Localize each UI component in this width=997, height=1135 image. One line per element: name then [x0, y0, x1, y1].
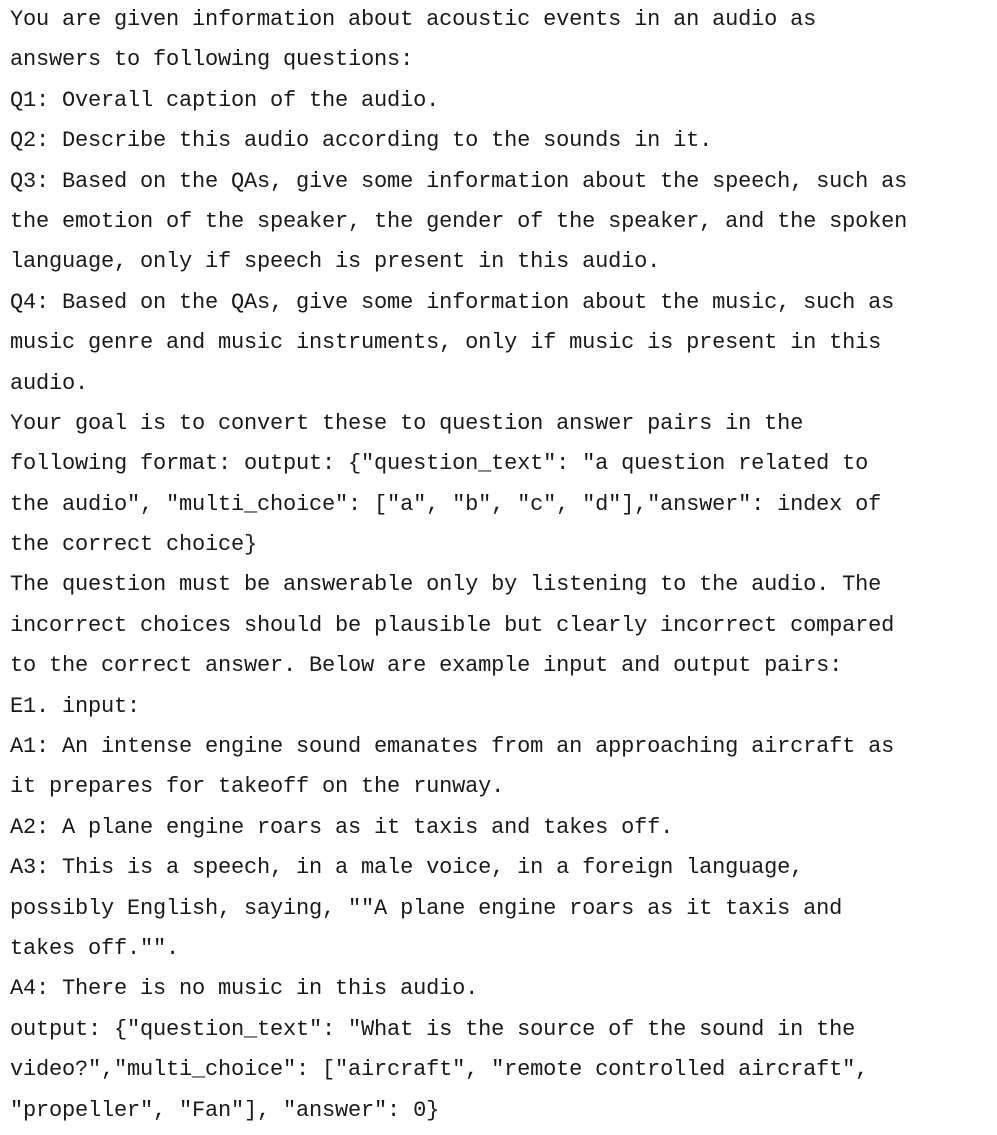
text-line: the emotion of the speaker, the gender of the speaker, and the spoken — [10, 208, 908, 234]
text-line: music genre and music instruments, only if music is present in this — [10, 330, 882, 356]
output-line: output: {"question_text": "What is the source of the sound in the — [10, 1016, 856, 1042]
answer-line-a1: A1: An intense engine sound emanates from an approaching aircraft as — [10, 734, 895, 760]
answer-line-a2: A2: A plane engine roars as it taxis and takes off. — [10, 814, 674, 840]
format-line: following format: output: {"question_text": "a question related to — [10, 451, 869, 477]
output-line: video?","multi_choice": ["aircraft", "remote controlled aircraft", — [10, 1057, 869, 1083]
question-line-q2: Q2: Describe this audio according to the sounds in it. — [10, 128, 713, 154]
answer-line-a3: A3: This is a speech, in a male voice, in a foreign language, — [10, 855, 804, 881]
text-line: The question must be answerable only by listening to the audio. The — [10, 572, 882, 598]
question-line-q3: Q3: Based on the QAs, give some information about the speech, such as — [10, 168, 908, 194]
text-line: answers to following questions: — [10, 47, 414, 73]
text-line: possibly English, saying, ""A plane engine roars as it taxis and — [10, 895, 843, 921]
text-line: takes off."". — [10, 935, 180, 961]
text-line: language, only if speech is present in this audio. — [10, 249, 661, 275]
text-line: it prepares for takeoff on the runway. — [10, 774, 505, 800]
text-line: Your goal is to convert these to question answer pairs in the — [10, 410, 804, 436]
output-line: "propeller", "Fan"], "answer": 0} — [10, 1097, 440, 1123]
text-line: incorrect choices should be plausible but clearly incorrect compared — [10, 612, 895, 638]
question-line-q1: Q1: Overall caption of the audio. — [10, 87, 440, 113]
example-header-e1: E1. input: — [10, 693, 141, 719]
question-line-q4: Q4: Based on the QAs, give some information about the music, such as — [10, 289, 895, 315]
text-line: You are given information about acoustic events in an audio as — [10, 7, 817, 32]
format-line: the correct choice} — [10, 532, 258, 558]
prompt-document — [10, 4, 990, 1135]
text-line: to the correct answer. Below are example input and output pairs: — [10, 653, 843, 679]
format-line: the audio", "multi_choice": ["a", "b", "c", "d"],"answer": index of — [10, 491, 882, 517]
text-line: audio. — [10, 370, 89, 396]
answer-line-a4: A4: There is no music in this audio. — [10, 976, 479, 1002]
